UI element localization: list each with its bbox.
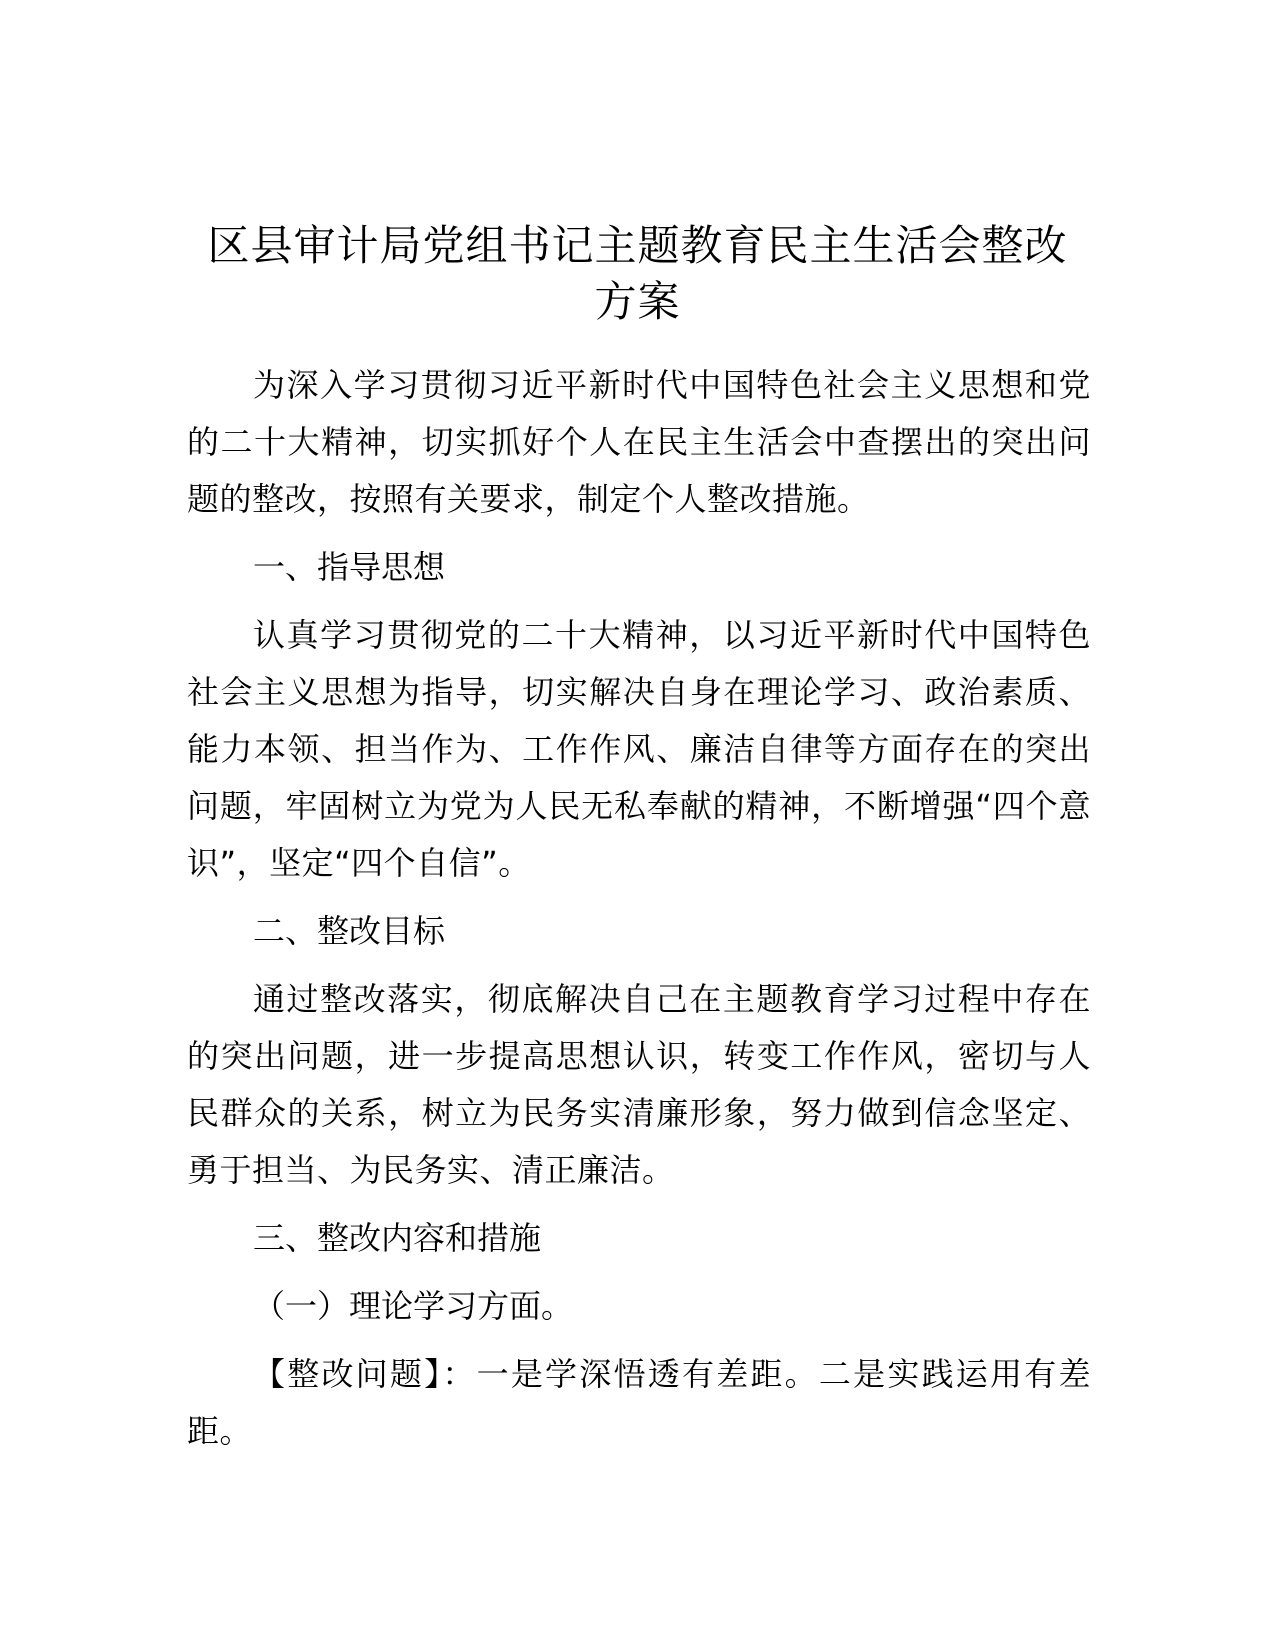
section-2-paragraph: 通过整改落实，彻底解决自己在主题教育学习过程中存在的突出问题，进一步提高思想认识，转变工作作风，密切与人民群众的关系，树立为民务实清廉形象，努力做到信念坚定、勇于担当、为民务实、清正廉洁。 (187, 980, 1091, 1189)
document-body (187, 357, 1091, 1471)
section-2-heading: 二、整改目标 (253, 912, 446, 950)
subsection-1-problems: 【整改问题】：一是学深悟透有差距。二是实践运用有差距。 (187, 1355, 1091, 1450)
section-3-heading: 三、整改内容和措施 (253, 1219, 542, 1257)
intro-paragraph: 为深入学习贯彻习近平新时代中国特色社会主义思想和党的二十大精神，切实抓好个人在民主生活会中查摆出的突出问题的整改，按照有关要求，制定个人整改措施。 (187, 366, 1091, 518)
document-title (150, 218, 1125, 330)
section-1-paragraph: 认真学习贯彻党的二十大精神，以习近平新时代中国特色社会主义思想为指导，切实解决自身在理论学习、政治素质、能力本领、担当作为、工作作风、廉洁自律等方面存在的突出问题，牢固树立为党为人民无私奉献的精神，不断增强“四个意识”，坚定“四个自信”。 (187, 616, 1091, 882)
title-line-2: 方案 (594, 277, 681, 326)
subsection-1-heading: （一）理论学习方面。 (253, 1287, 574, 1325)
section-1-heading: 一、指导思想 (253, 548, 446, 586)
title-line-1: 区县审计局党组书记主题教育民主生活会整改 (207, 221, 1068, 270)
